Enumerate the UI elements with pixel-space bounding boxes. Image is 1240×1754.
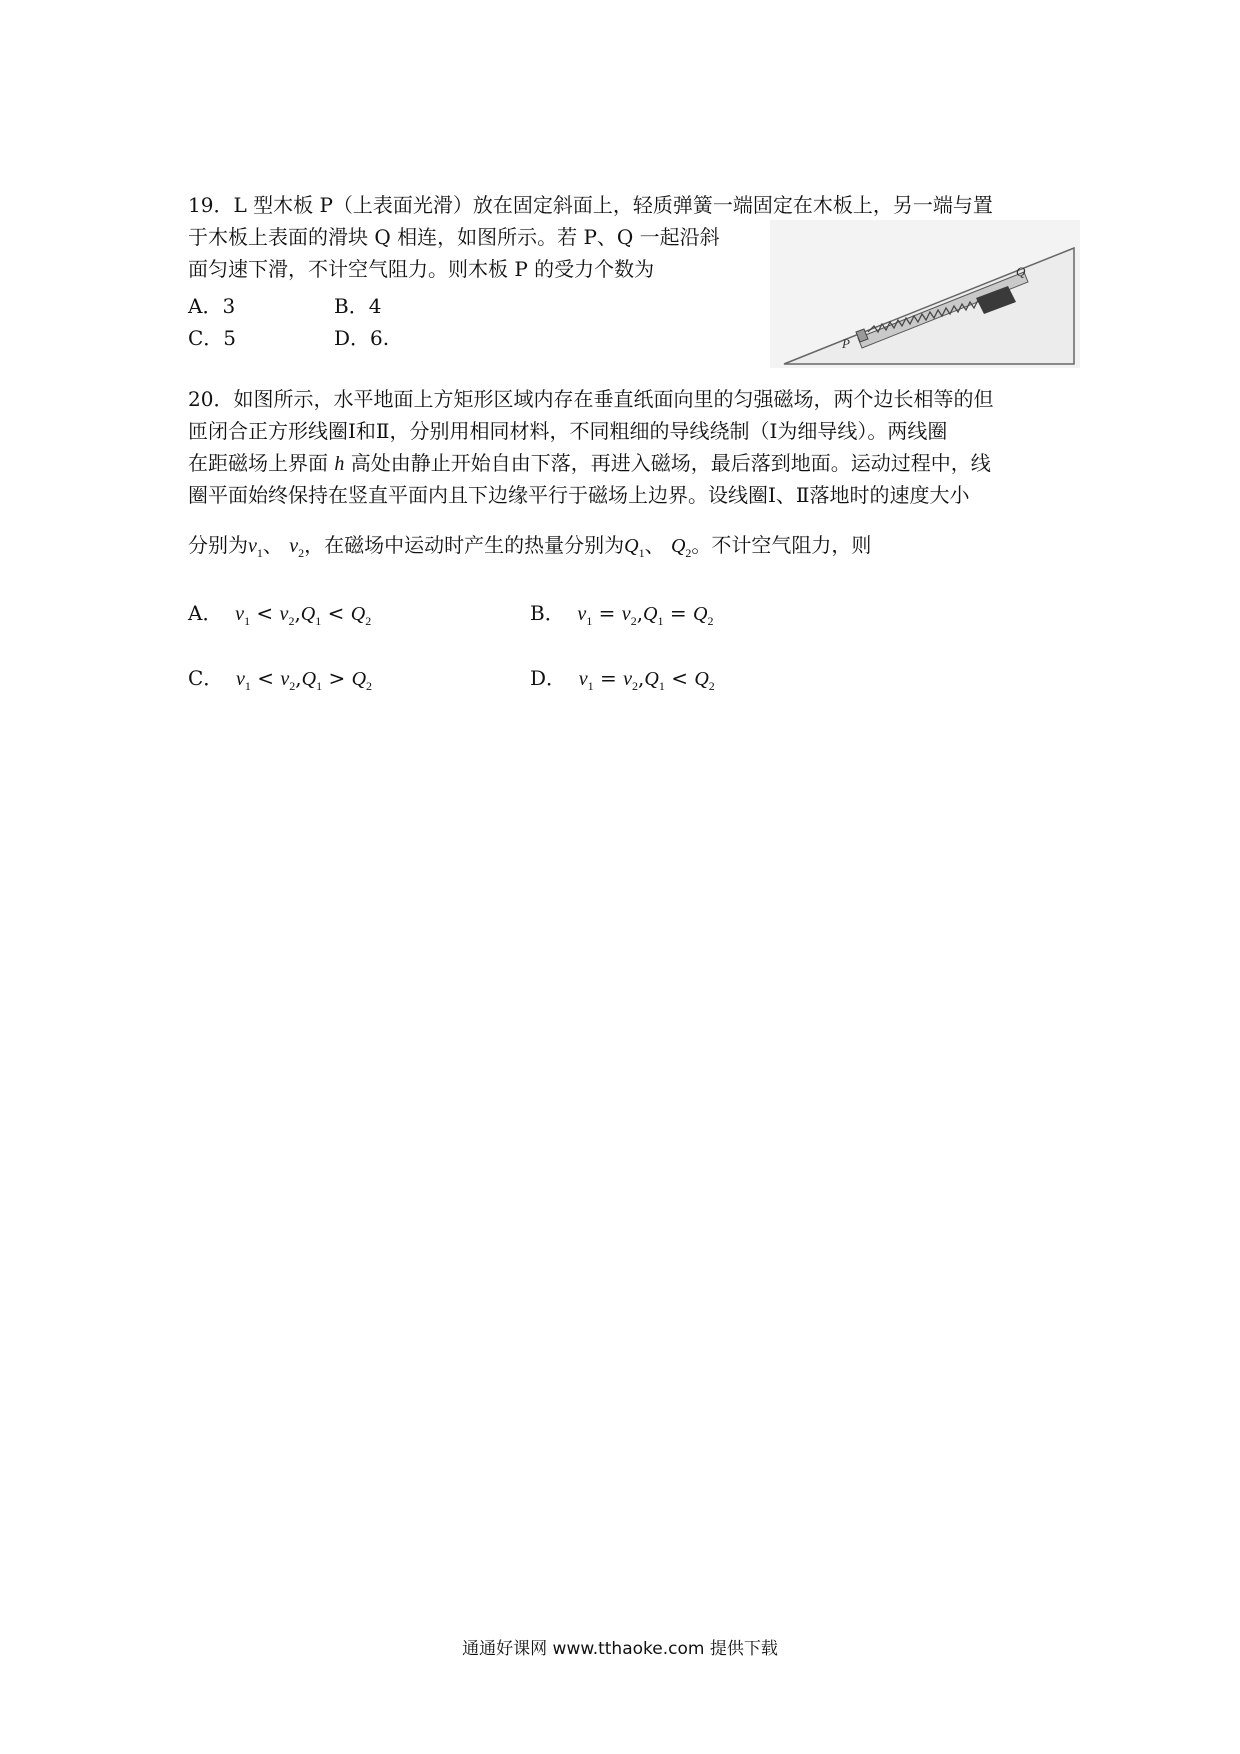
v1-symbol: $v_1$	[248, 535, 263, 560]
label-p: P	[842, 336, 850, 351]
q20-line-5-c: ，在磁场中运动时产生的热量分别为	[304, 533, 625, 557]
q1-symbol: $Q_1$	[624, 535, 645, 560]
q20-line-5	[188, 528, 871, 570]
q20-line-4: 圈平面始终保持在竖直平面内且下边缘平行于磁场上边界。设线圈Ⅰ、Ⅱ落地时的速度大小	[188, 483, 970, 507]
incline-figure	[770, 220, 1080, 368]
q2-symbol: $Q_2$	[670, 535, 692, 560]
q20-option-b: B． $v_1 = v_2,Q_1 = Q_2$	[530, 601, 714, 628]
incline-diagram	[770, 220, 1080, 368]
q20-line-1: 20．如图所示，水平地面上方矩形区域内存在垂直纸面向里的匀强磁场，两个边长相等的但	[188, 387, 994, 411]
q20-height-h: h	[334, 453, 345, 475]
q20-line-5-d: 、	[644, 533, 671, 557]
q20-option-c: C． $v_1 < v_2,Q_1 > Q_2$	[188, 666, 373, 693]
v2-symbol: $v_2$	[289, 535, 305, 560]
q20-line-3-pre: 在距磁场上界面	[188, 451, 335, 475]
q20-line-3-post: 高处由静止开始自由下落，再进入磁场，最后落到地面。运动过程中，线	[344, 451, 991, 475]
q19-line-1: 19．L 型木板 P（上表面光滑）放在固定斜面上，轻质弹簧一端固定在木板上，另一端与置	[188, 193, 993, 217]
q19-option-c: C．5	[188, 326, 237, 350]
q20-line-5-a: 分别为	[188, 533, 248, 557]
q19-option-a: A．3	[188, 294, 236, 318]
q19-option-b: B．4	[334, 294, 382, 318]
q20-option-d: D． $v_1 = v_2,Q_1 < Q_2$	[530, 666, 715, 693]
q19-line-2: 于木板上表面的滑块 Q 相连，如图所示。若 P、Q 一起沿斜	[188, 225, 720, 249]
q20-line-5-b: 、	[262, 533, 290, 557]
q20-option-a: A． $v_1 < v_2,Q_1 < Q_2$	[188, 601, 372, 628]
q20-line-3	[188, 446, 991, 481]
q20-line-5-e: 。不计空气阻力，则	[691, 533, 872, 557]
q19-line-3: 面匀速下滑，不计空气阻力。则木板 P 的受力个数为	[188, 257, 655, 281]
label-q: Q	[1016, 264, 1026, 279]
q20-line-2: 匝闭合正方形线圈Ⅰ和Ⅱ，分别用相同材料，不同粗细的导线绕制（Ⅰ为细导线）。两线圈	[188, 419, 948, 443]
page-footer: 通通好课网 www.tthaoke.com 提供下载	[462, 1639, 778, 1659]
q19-option-d: D．6.	[334, 326, 390, 350]
